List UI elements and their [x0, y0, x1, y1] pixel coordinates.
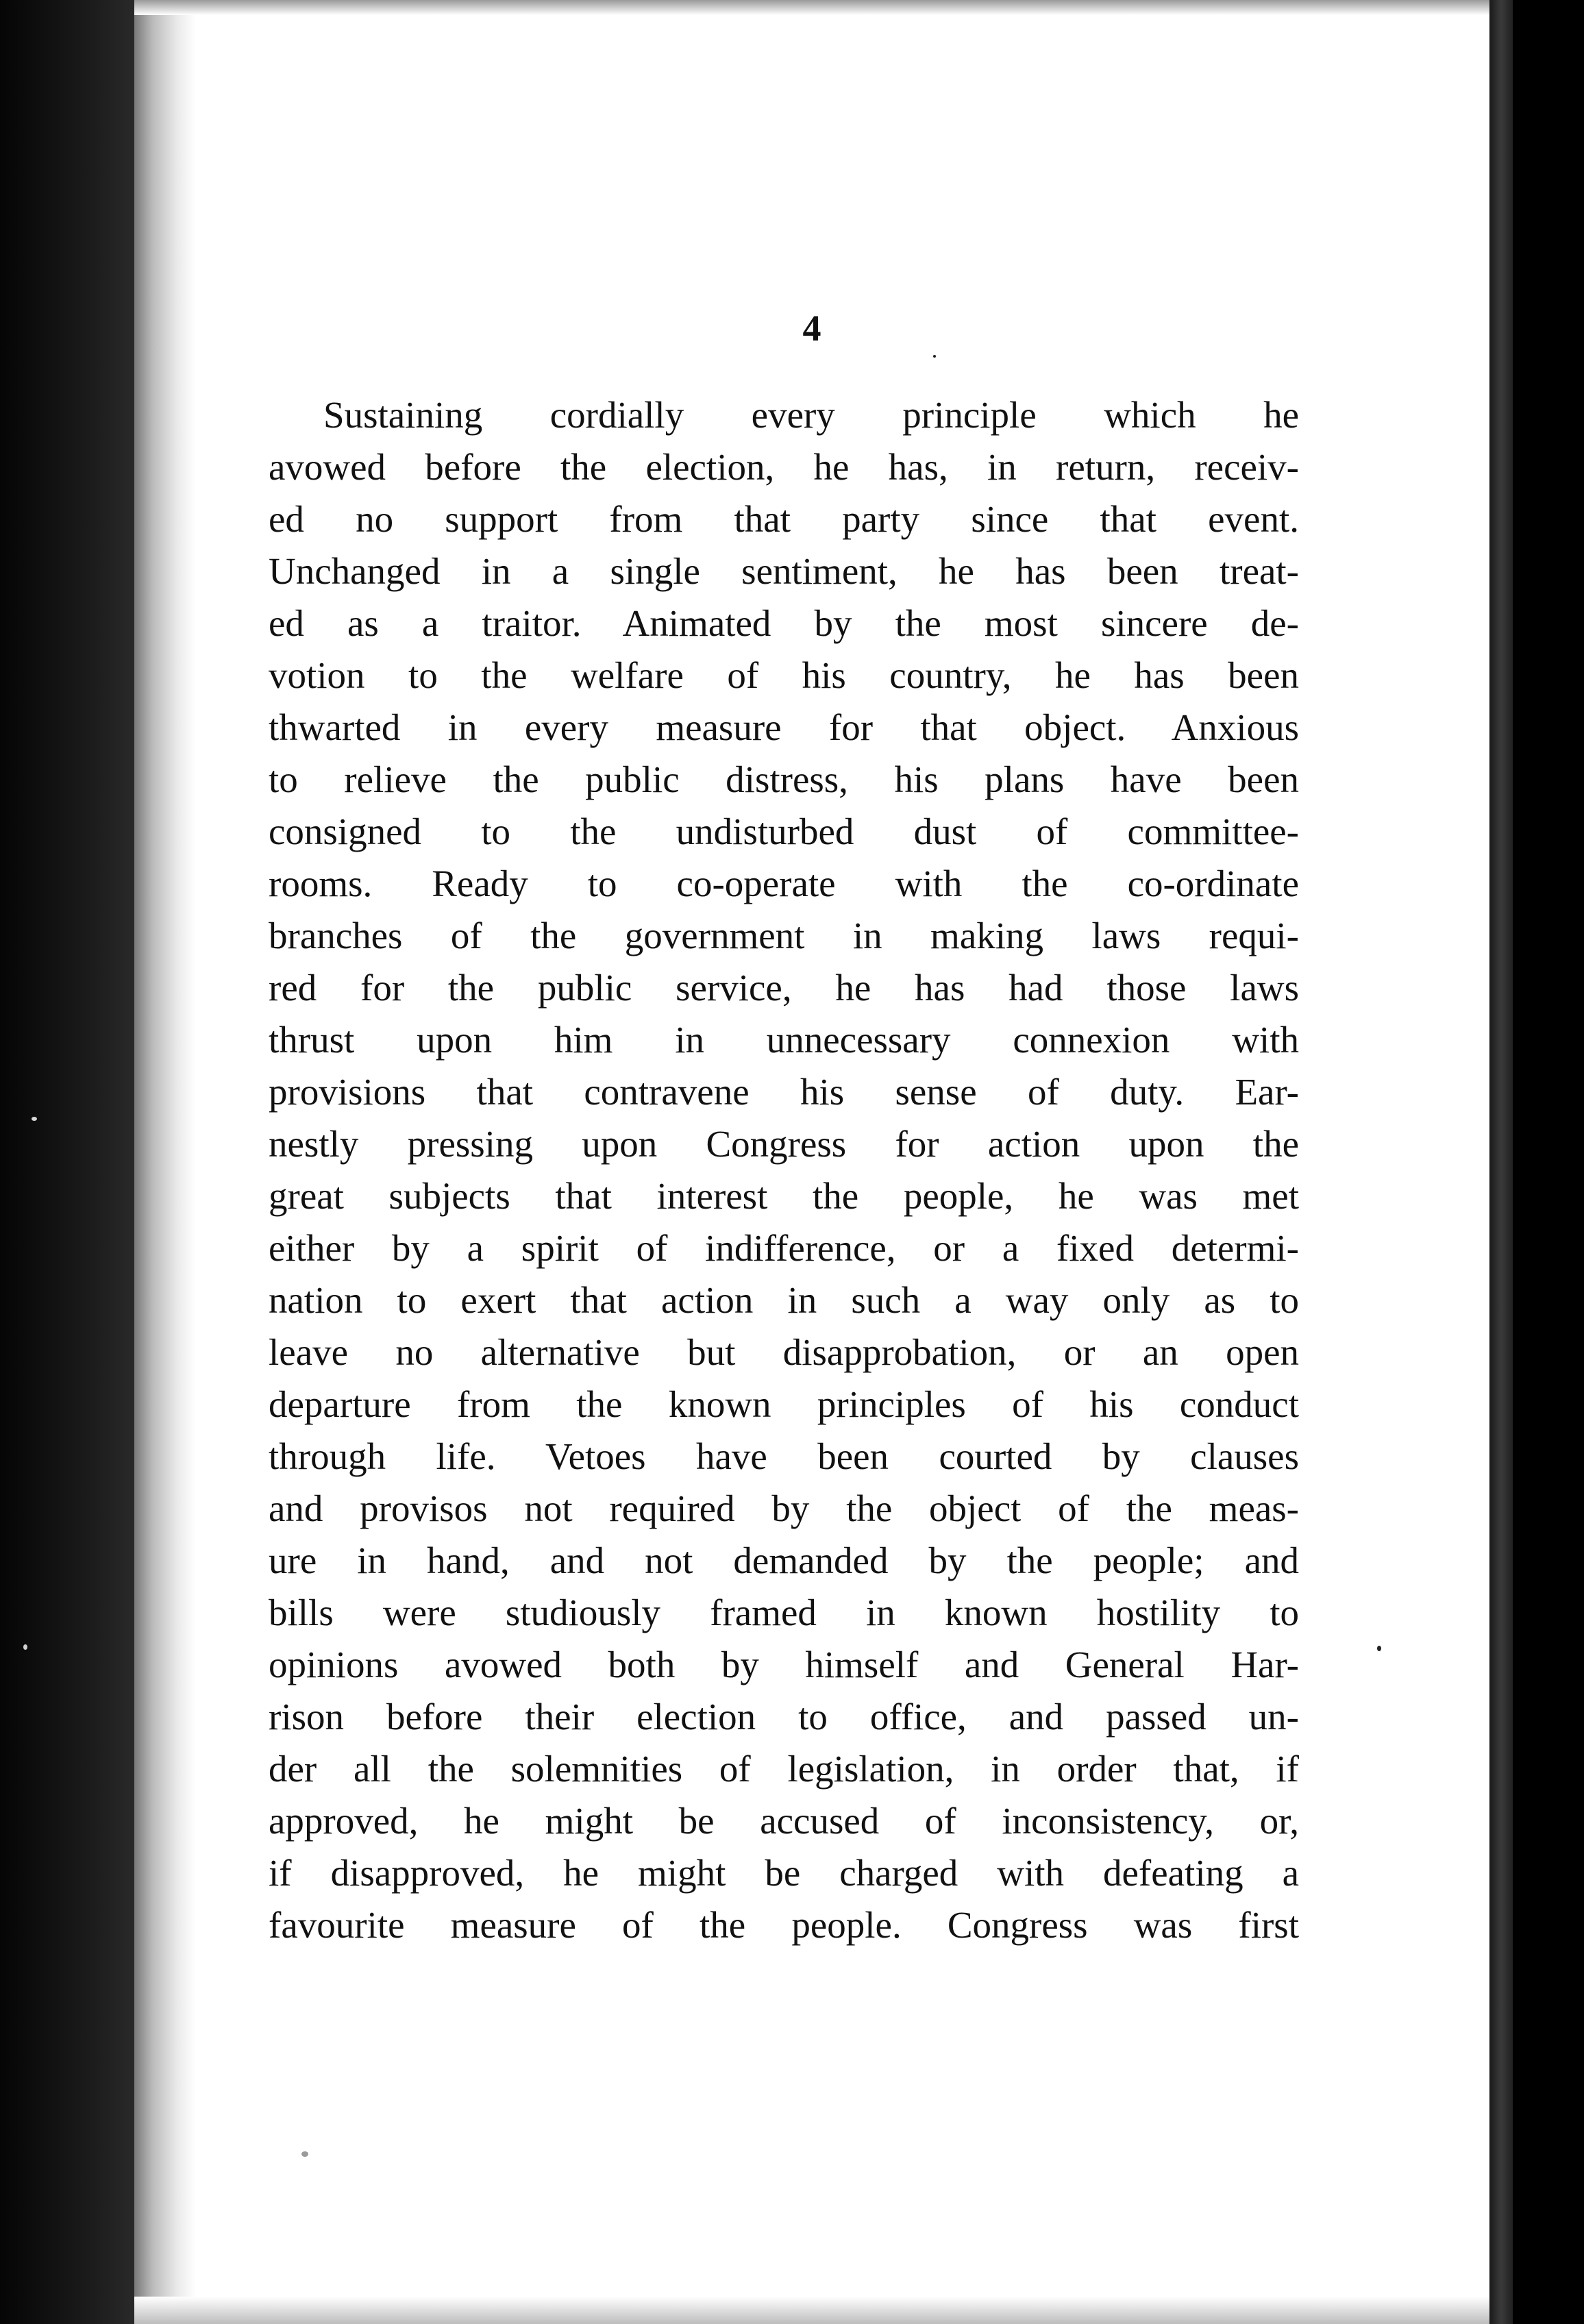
text-line: bills were studiously framed in known hostility to [269, 1592, 1299, 1633]
text-line: thrust upon him in unnecessary connexion with [269, 1019, 1299, 1061]
scan-speck [301, 2151, 308, 2157]
text-line: nestly pressing upon Congress for action upon the [269, 1123, 1299, 1165]
scan-speck [1377, 1646, 1381, 1651]
text-line: through life. Vetoes have been courted by clauses [269, 1435, 1299, 1477]
text-line: Sustaining cordially every principle which he [323, 394, 1299, 436]
text-line: ed no support from that party since that event. [269, 498, 1299, 540]
text-line: branches of the government in making laws requi- [269, 915, 1299, 956]
text-line: der all the solemnities of legislation, in order that, if [269, 1748, 1299, 1790]
scan-speck [23, 1644, 27, 1650]
text-line: avowed before the election, he has, in return, receiv- [269, 446, 1299, 488]
text-line: ure in hand, and not demanded by the people; and [269, 1540, 1299, 1581]
scan-speck [32, 1117, 37, 1121]
page-bottom-shadow [134, 2297, 1489, 2324]
text-line: approved, he might be accused of inconsistency, or, [269, 1800, 1299, 1842]
body-text [269, 389, 1299, 2061]
text-line: leave no alternative but disapprobation, or an open [269, 1331, 1299, 1373]
text-line: ed as a traitor. Animated by the most sincere de- [269, 602, 1299, 644]
text-line: rooms. Ready to co-operate with the co-ordinate [269, 863, 1299, 904]
text-line: if disapproved, he might be charged with defeating a [269, 1852, 1299, 1894]
page-top-shadow [134, 0, 1489, 15]
text-line: great subjects that interest the people, he was met [269, 1175, 1299, 1217]
text-line: departure from the known principles of his conduct [269, 1383, 1299, 1425]
text-line: votion to the welfare of his country, he has been [269, 654, 1299, 696]
text-line: nation to exert that action in such a way only as to [269, 1279, 1299, 1321]
text-line: either by a spirit of indifference, or a fixed determi- [269, 1227, 1299, 1269]
text-line: rison before their election to office, and passed un- [269, 1696, 1299, 1738]
text-line: consigned to the undisturbed dust of committee- [269, 811, 1299, 852]
text-line: red for the public service, he has had those laws [269, 967, 1299, 1009]
scan-speck [933, 355, 936, 358]
text-line: opinions avowed both by himself and General Har- [269, 1644, 1299, 1685]
left-binding-gutter [0, 0, 137, 2324]
text-line: and provisos not required by the object of the meas- [269, 1487, 1299, 1529]
adjacent-page-edge [1489, 0, 1513, 2324]
text-line: Unchanged in a single sentiment, he has been treat- [269, 550, 1299, 592]
page-number: 4 [802, 308, 821, 349]
text-line: favourite measure of the people. Congress was first [269, 1904, 1299, 1946]
text-line: to relieve the public distress, his plans have been [269, 758, 1299, 800]
text-line: thwarted in every measure for that object. Anxious [269, 706, 1299, 748]
text-line: provisions that contravene his sense of duty. Ear- [269, 1071, 1299, 1113]
right-scan-border [1513, 0, 1584, 2324]
